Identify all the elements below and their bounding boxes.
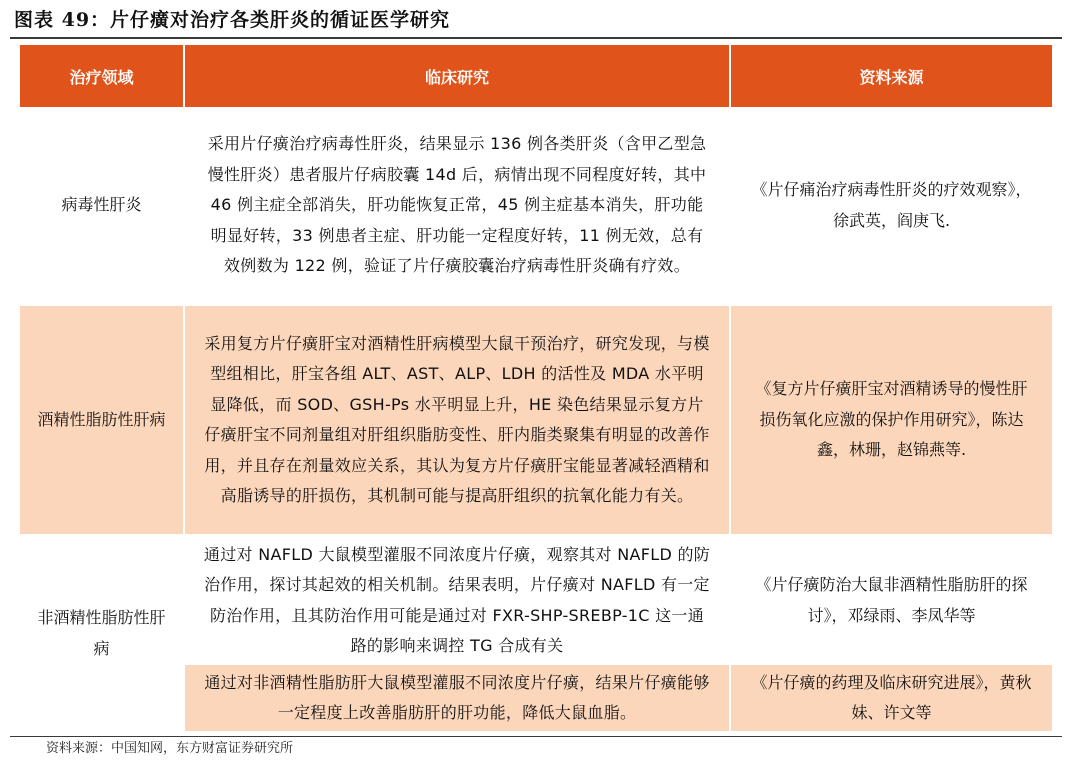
cell-area: 酒精性脂肪性肝病 — [20, 305, 184, 535]
table-header-row — [20, 45, 1052, 107]
header-clinical-study: 临床研究 — [184, 45, 730, 107]
cell-study: 通过对 NAFLD 大鼠模型灌服不同浓度片仔癀，观察其对 NAFLD 的防治作用，探讨其起效的相关机制。结果表明，片仔癀对 NAFLD 有一定防治作用，且其防治作用可能是通过对 FXR-SHP-SREBP-1C 这一通路的影响来调控 TG 合成有关 — [184, 535, 730, 665]
title-rule — [10, 37, 1062, 39]
cell-area: 非酒精性脂肪性肝病 — [20, 535, 184, 731]
cell-source: 《片仔癀的药理及临床研究进展》，黄秋妹、许文等 — [730, 665, 1052, 731]
header-treatment-area: 治疗领域 — [20, 45, 184, 107]
cell-study: 采用片仔癀治疗病毒性肝炎，结果显示 136 例各类肝炎（含甲乙型急慢性肝炎）患者服片仔病胶囊 14d 后，病情出现不同程度好转，其中 46 例主症全部消失，肝功能恢复正常，45 例主症基本消失，肝功能明显好转，33 例患者主症、肝功能一定程度好转，11 例无效，总有效例数为 122 例，验证了片仔癀胶囊治疗病毒性肝炎确有疗效。 — [184, 107, 730, 305]
table-row — [20, 535, 1052, 665]
cell-study: 通过对非酒精性脂肪肝大鼠模型灌服不同浓度片仔癀，结果片仔癀能够一定程度上改善脂肪肝的肝功能，降低大鼠血脂。 — [184, 665, 730, 731]
cell-source: 《复方片仔癀肝宝对酒精诱导的慢性肝损伤氧化应激的保护作用研究》，陈达鑫，林珊，赵锦燕等. — [730, 305, 1052, 535]
table-row — [20, 305, 1052, 535]
bottom-rule — [10, 736, 1062, 737]
cell-study: 采用复方片仔癀肝宝对酒精性肝病模型大鼠干预治疗，研究发现，与模型组相比，肝宝各组 ALT、AST、ALP、LDH 的活性及 MDA 水平明显降低，而 SOD、GSH-Ps 水平明显上升，HE 染色结果显示复方片仔癀肝宝不同剂量组对肝组织脂肪变性、肝内脂类聚集有明显的改善作用，并且存在剂量效应关系，其认为复方片仔癀肝宝能显著减轻酒精和高脂诱导的肝损伤，其机制可能与提高肝组织的抗氧化能力有关。 — [184, 305, 730, 535]
cell-area: 病毒性肝炎 — [20, 107, 184, 305]
cell-source: 《片仔癀防治大鼠非酒精性脂肪肝的探讨》，邓绿雨、李凤华等 — [730, 535, 1052, 665]
header-source: 资料来源 — [730, 45, 1052, 107]
source-note: 资料来源：中国知网，东方财富证券研究所 — [46, 741, 294, 756]
table-row — [20, 107, 1052, 305]
figure-title: 图表 49：片仔癀对治疗各类肝炎的循证医学研究 — [14, 9, 451, 31]
evidence-table — [20, 45, 1052, 731]
cell-source: 《片仔痛治疗病毒性肝炎的疗效观察》，徐武英，阎庚飞. — [730, 107, 1052, 305]
